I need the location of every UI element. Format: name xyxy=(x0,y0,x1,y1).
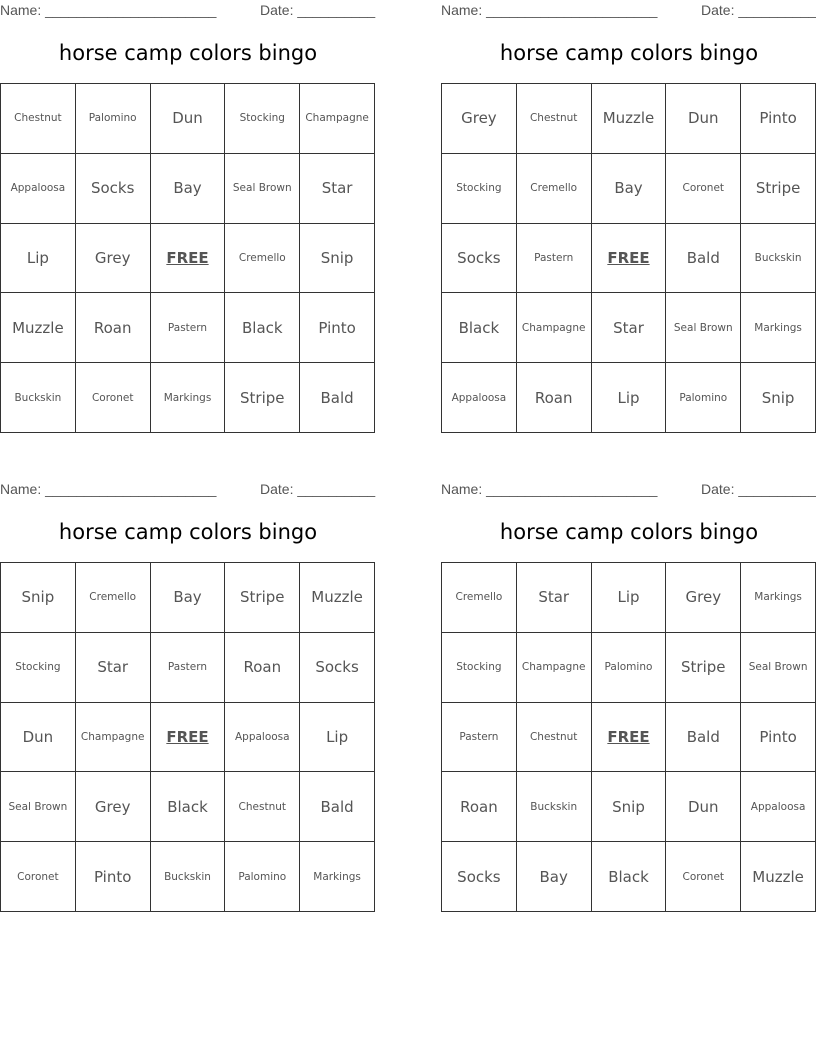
bingo-cell: Markings xyxy=(300,842,375,912)
bingo-cell: Star xyxy=(300,154,375,224)
free-space: FREE xyxy=(592,224,667,294)
bingo-cell: Appaloosa xyxy=(741,772,816,842)
bingo-cell: Dun xyxy=(151,84,226,154)
bingo-cell: Roan xyxy=(517,363,592,433)
bingo-cell: Bay xyxy=(592,154,667,224)
bingo-cell: Bay xyxy=(517,842,592,912)
bingo-cell: Cremello xyxy=(225,224,300,294)
bingo-cell: Coronet xyxy=(76,363,151,433)
bingo-cell: Bay xyxy=(151,154,226,224)
bingo-cell: Stripe xyxy=(225,363,300,433)
bingo-cell: Socks xyxy=(76,154,151,224)
bingo-cell: Roan xyxy=(442,772,517,842)
bingo-cell: Black xyxy=(225,293,300,363)
bingo-cell: Muzzle xyxy=(592,84,667,154)
bingo-cell: Roan xyxy=(76,293,151,363)
bingo-cell: Champagne xyxy=(517,293,592,363)
bingo-cell: Lip xyxy=(1,224,76,294)
name-field: Name: ______________________ xyxy=(441,2,658,18)
date-field: Date: __________ xyxy=(701,2,816,18)
name-field: Name: ______________________ xyxy=(0,2,217,18)
bingo-cell: Markings xyxy=(151,363,226,433)
bingo-grid xyxy=(0,562,375,912)
bingo-cell: Stripe xyxy=(225,563,300,633)
bingo-cell: Chestnut xyxy=(517,84,592,154)
bingo-cell: Cremello xyxy=(442,563,517,633)
bingo-cell: Stripe xyxy=(741,154,816,224)
bingo-cell: Bald xyxy=(300,772,375,842)
bingo-grid xyxy=(441,562,816,912)
bingo-cell: Coronet xyxy=(1,842,76,912)
bingo-cell: Dun xyxy=(1,703,76,773)
bingo-cell: Stocking xyxy=(225,84,300,154)
card-header xyxy=(441,0,816,20)
bingo-cell: Stocking xyxy=(442,154,517,224)
bingo-cell: Seal Brown xyxy=(666,293,741,363)
date-field: Date: __________ xyxy=(260,2,376,18)
free-space: FREE xyxy=(151,703,226,773)
card-header xyxy=(441,479,816,499)
bingo-cell: Chestnut xyxy=(517,703,592,773)
card-title: horse camp colors bingo xyxy=(58,520,318,544)
bingo-cell: Cremello xyxy=(517,154,592,224)
bingo-cell: Buckskin xyxy=(741,224,816,294)
bingo-cell: Pinto xyxy=(76,842,151,912)
bingo-cell: Markings xyxy=(741,293,816,363)
card-header xyxy=(0,0,376,20)
bingo-cell: Pastern xyxy=(151,293,226,363)
bingo-cell: Socks xyxy=(442,224,517,294)
bingo-cell: Pastern xyxy=(151,633,226,703)
bingo-cell: Dun xyxy=(666,84,741,154)
card-title: horse camp colors bingo xyxy=(499,41,759,65)
card-title: horse camp colors bingo xyxy=(499,520,759,544)
bingo-cell: Cremello xyxy=(76,563,151,633)
card-header xyxy=(0,479,376,499)
name-field: Name: ______________________ xyxy=(441,481,658,497)
date-field: Date: __________ xyxy=(260,481,376,497)
bingo-cell: Appaloosa xyxy=(442,363,517,433)
bingo-cell: Stocking xyxy=(1,633,76,703)
bingo-cell: Socks xyxy=(442,842,517,912)
card-title: horse camp colors bingo xyxy=(58,41,318,65)
bingo-cell: Coronet xyxy=(666,154,741,224)
bingo-cell: Black xyxy=(442,293,517,363)
bingo-cell: Appaloosa xyxy=(1,154,76,224)
bingo-cell: Grey xyxy=(76,772,151,842)
bingo-cell: Bald xyxy=(666,224,741,294)
bingo-cell: Buckskin xyxy=(517,772,592,842)
bingo-cell: Bay xyxy=(151,563,226,633)
bingo-cell: Markings xyxy=(741,563,816,633)
bingo-cell: Black xyxy=(151,772,226,842)
bingo-grid xyxy=(0,83,375,433)
bingo-cell: Chestnut xyxy=(225,772,300,842)
bingo-cell: Palomino xyxy=(76,84,151,154)
bingo-cell: Appaloosa xyxy=(225,703,300,773)
bingo-cell: Seal Brown xyxy=(1,772,76,842)
bingo-cell: Palomino xyxy=(225,842,300,912)
bingo-cell: Stripe xyxy=(666,633,741,703)
bingo-cell: Champagne xyxy=(517,633,592,703)
bingo-cell: Pinto xyxy=(741,84,816,154)
date-field: Date: __________ xyxy=(701,481,816,497)
bingo-cell: Pinto xyxy=(300,293,375,363)
bingo-cell: Snip xyxy=(1,563,76,633)
bingo-cell: Pastern xyxy=(517,224,592,294)
bingo-cell: Buckskin xyxy=(1,363,76,433)
bingo-cell: Socks xyxy=(300,633,375,703)
bingo-cell: Buckskin xyxy=(151,842,226,912)
bingo-cell: Seal Brown xyxy=(741,633,816,703)
bingo-cell: Coronet xyxy=(666,842,741,912)
bingo-cell: Champagne xyxy=(76,703,151,773)
bingo-cell: Snip xyxy=(592,772,667,842)
bingo-grid xyxy=(441,83,816,433)
bingo-cell: Lip xyxy=(592,363,667,433)
bingo-cell: Snip xyxy=(741,363,816,433)
bingo-cell: Lip xyxy=(592,563,667,633)
bingo-cell: Dun xyxy=(666,772,741,842)
bingo-cell: Roan xyxy=(225,633,300,703)
bingo-cell: Champagne xyxy=(300,84,375,154)
bingo-cell: Black xyxy=(592,842,667,912)
bingo-cell: Bald xyxy=(666,703,741,773)
name-field: Name: ______________________ xyxy=(0,481,217,497)
bingo-cell: Star xyxy=(517,563,592,633)
bingo-cell: Grey xyxy=(666,563,741,633)
bingo-cell: Star xyxy=(592,293,667,363)
bingo-cell: Star xyxy=(76,633,151,703)
bingo-cell: Lip xyxy=(300,703,375,773)
bingo-cell: Stocking xyxy=(442,633,517,703)
bingo-cell: Bald xyxy=(300,363,375,433)
bingo-cell: Palomino xyxy=(666,363,741,433)
bingo-cell: Grey xyxy=(442,84,517,154)
bingo-cell: Chestnut xyxy=(1,84,76,154)
bingo-cell: Seal Brown xyxy=(225,154,300,224)
bingo-cell: Muzzle xyxy=(741,842,816,912)
bingo-cell: Snip xyxy=(300,224,375,294)
bingo-cell: Palomino xyxy=(592,633,667,703)
free-space: FREE xyxy=(151,224,226,294)
bingo-cell: Pastern xyxy=(442,703,517,773)
free-space: FREE xyxy=(592,703,667,773)
bingo-cell: Grey xyxy=(76,224,151,294)
bingo-cell: Pinto xyxy=(741,703,816,773)
bingo-cell: Muzzle xyxy=(300,563,375,633)
bingo-cell: Muzzle xyxy=(1,293,76,363)
